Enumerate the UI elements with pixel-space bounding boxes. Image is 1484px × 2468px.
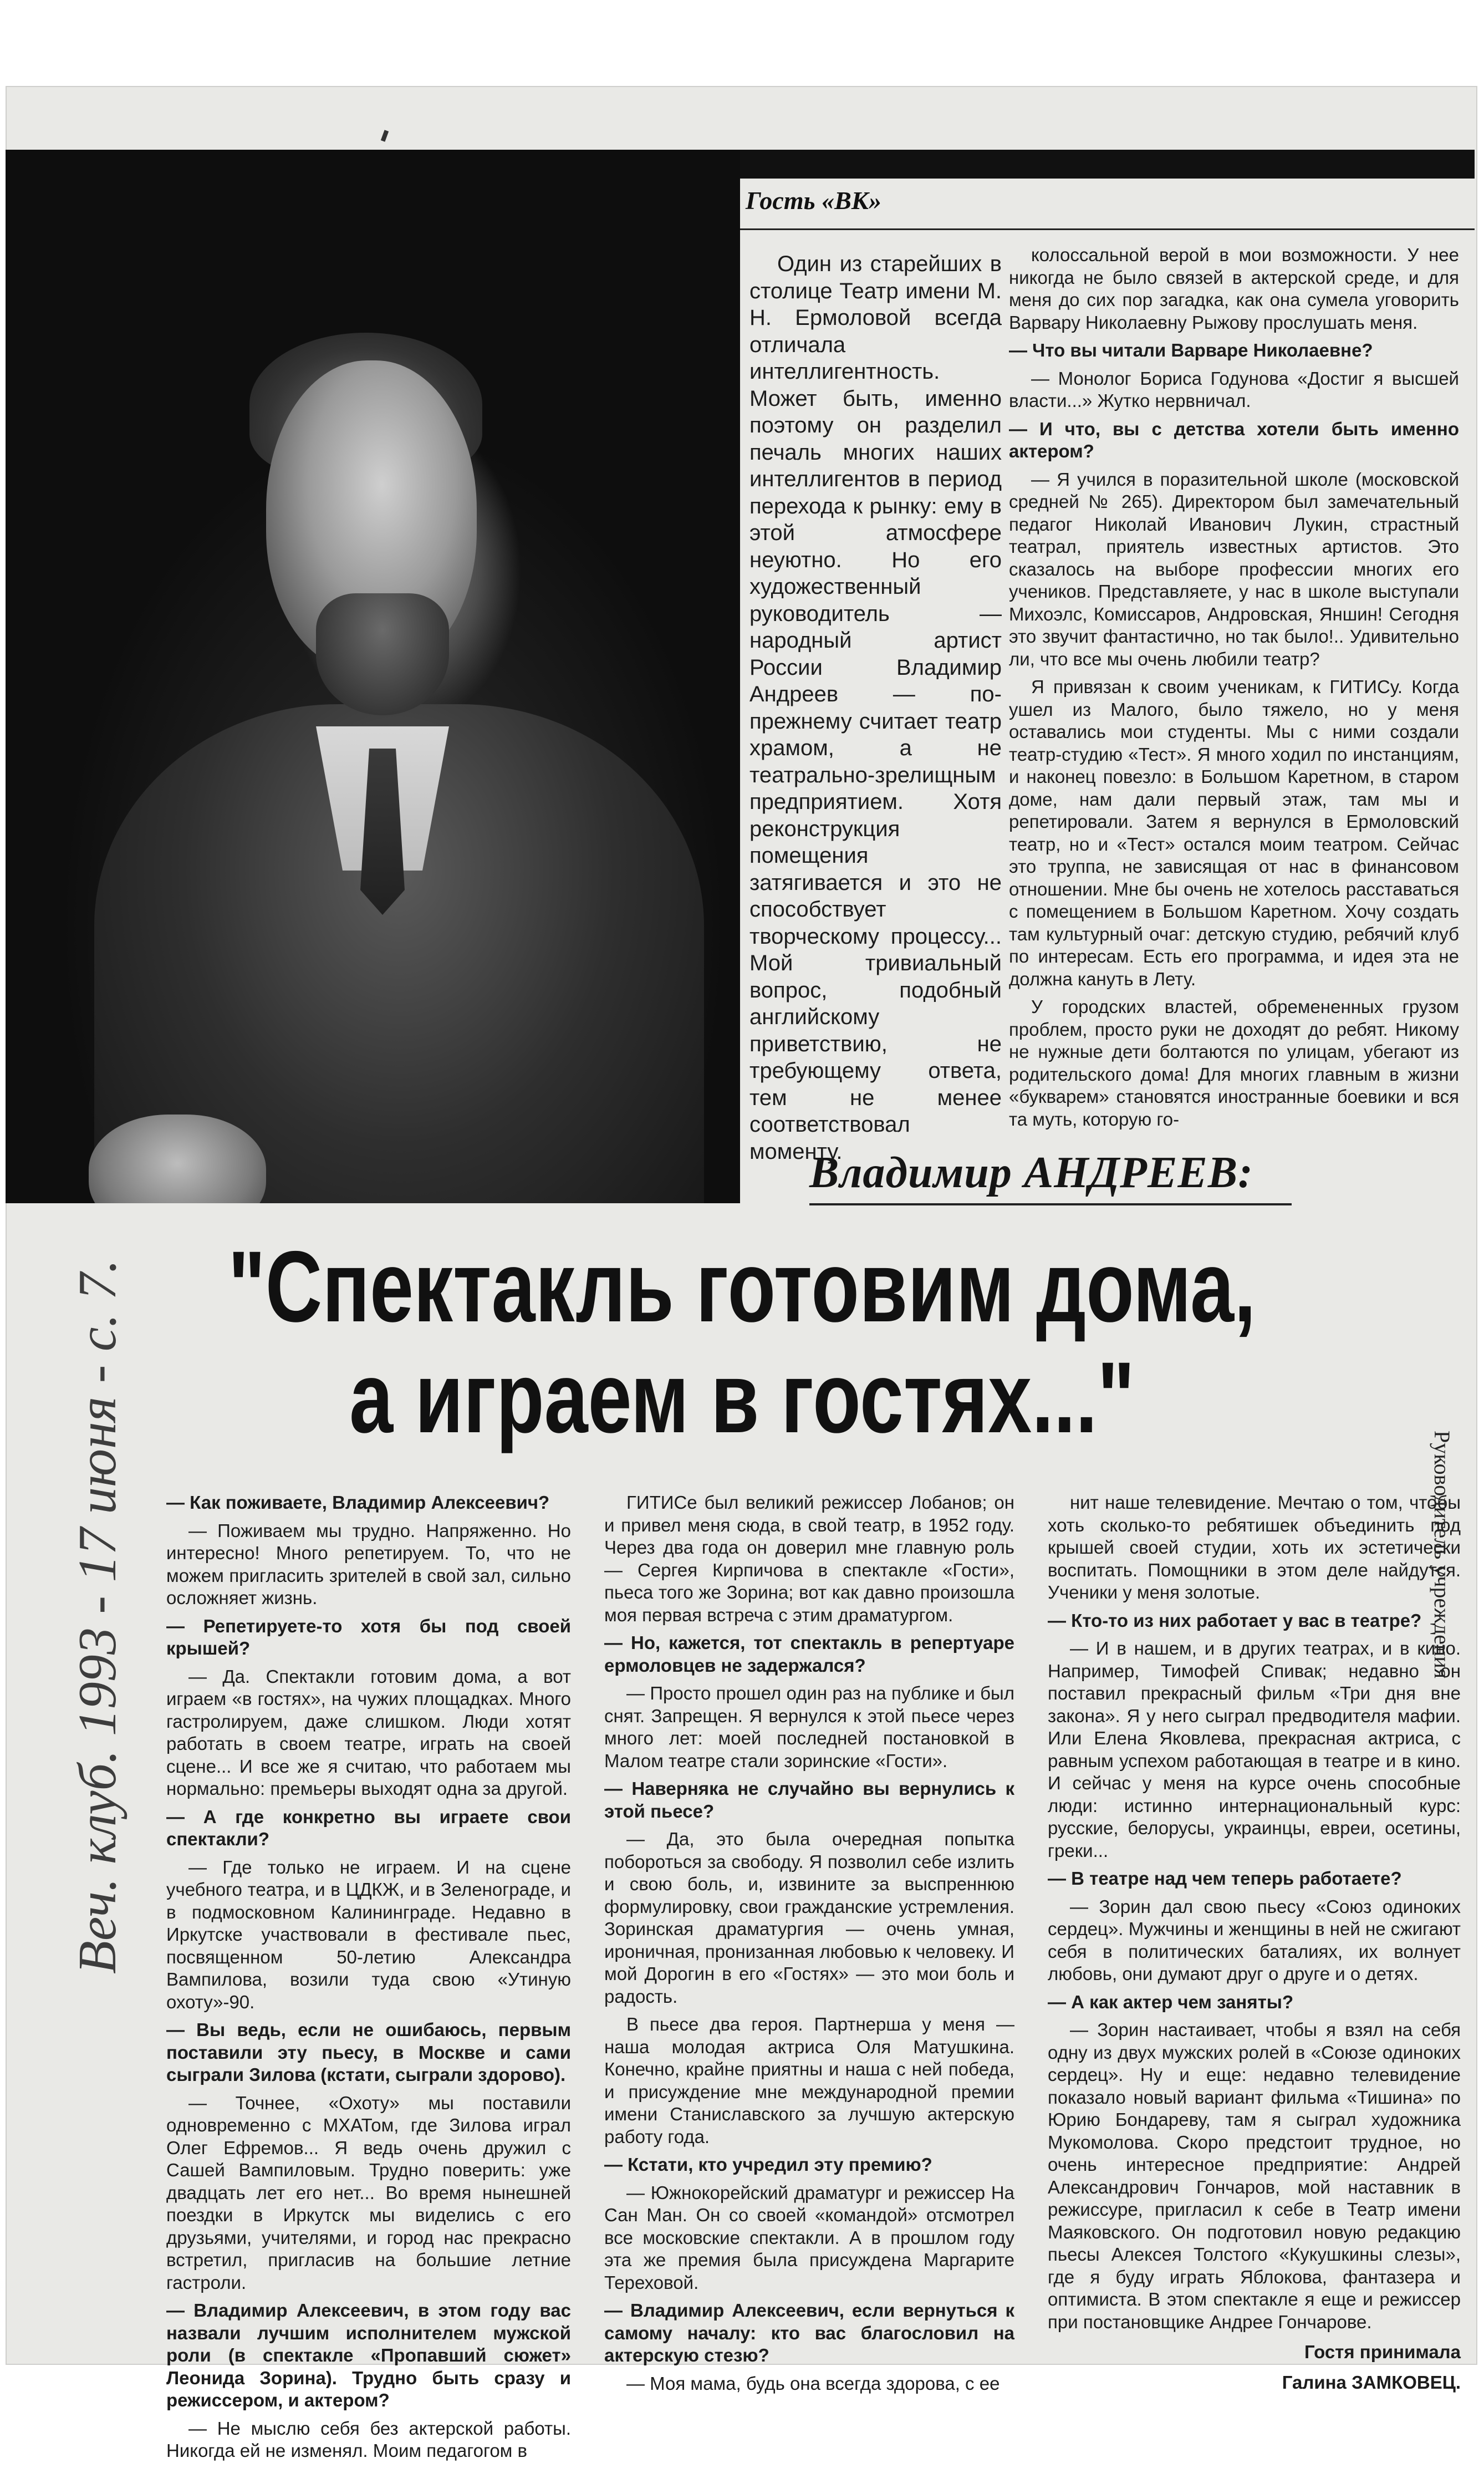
interview-answer: — Не мыслю себя без актерской работы. Никогда ей не изменял. Моим педагогом в <box>166 2418 571 2461</box>
headline-line-2: а играем в гостях..." <box>349 1341 1135 1454</box>
interview-answer: — Зорин дал свою пьесу «Союз одиноких сердец». Мужчины и женщины в ней не сжигают себя в политических баталиях, их волнует любовь, они думают друг о друге и о детях. <box>1048 1896 1461 1984</box>
interview-question: — Вы ведь, если не ошибаюсь, первым поставили эту пьесу, в Москве и сами сыграли Зилова (кстати, сыграли здорово). <box>166 2019 571 2087</box>
byline: Владимир АНДРЕЕВ: <box>809 1148 1253 1197</box>
photo-beard <box>316 593 449 715</box>
interview-answer: — Где только не играем. И на сцене учебного театра, и в ЦДКЖ, и в Зеленограде, и в подмосковном Калининграде. Недавно в Иркутске участвовали в фестивале пьес, посвященном 50-летию Александра Вампилова, возили туда свою «Утиную охоту»-90. <box>166 1856 571 2012</box>
interview-answer: — И в нашем, и в других театрах, и в кино. Например, Тимофей Спивак; недавно он поставил прекрасный фильм «Три дня вне закона». Я у него сыграл предводителя мафии. Или Елена Яковлева, прекрасная актриса, с равным успехом работающая в театре и в кино. И сейчас у меня на курсе очень способные люди: истинно интернациональный курс: русские, белорусы, украинцы, евреи, осетины, греки... <box>1048 1638 1461 1861</box>
interview-question: — И что, вы с детства хотели быть именно актером? <box>1009 418 1459 463</box>
signature-line: Гостя принимала <box>1304 2342 1461 2362</box>
byline-underline <box>809 1203 1292 1205</box>
interview-answer: У городских властей, обремененных грузом проблем, просто руки не доходят до ребят. Никому не нужные дети болтаются по улицам, убегают из родительского дома! Для многих главным в жизни «букварем» становятся иностранные боевики и вся та муть, которую го- <box>1009 996 1459 1129</box>
portrait-photo <box>6 150 740 1203</box>
rubric-divider <box>740 228 1475 230</box>
interview-answer: колоссальной верой в мои возможности. У нее никогда не было связей в актерской среде, и для меня до сих пор загадка, как она сумела уговорить Варвару Николаевну Рыжову прослушать меня. <box>1009 245 1459 333</box>
interview-answer: — Монолог Бориса Годунова «Достиг я высшей власти...» Жутко нервничал. <box>1009 368 1459 411</box>
intro-paragraph: Один из старейших в столице Театр имени М. Н. Ермоловой всегда отличала интеллигентность. Может быть, именно поэтому он разделил печаль многих наших интеллигентов в период перехода к рынку: ему в этой атмосфере неуютно. Но его художественный руководитель — народный артист России Владимир Андреев — по-прежнему считает театр храмом, а не театрально-зрелищным предприятием. Хотя реконструкция помещения затягивается и это не способствует творческому процессу... Мой тривиальный вопрос, подобный английскому приветствию, не требующему ответа, тем не менее соответствовал моменту. <box>749 252 1002 1164</box>
rubric-label: Гость «ВК» <box>746 186 882 215</box>
interview-answer: — Точнее, «Охоту» мы поставили одновременно с МХАТом, где Зилова играл Олег Ефремов... Я ведь очень дружил с Сашей Вампиловым. Трудно поверить: уже двадцать лет его нет... Во время нынешней поездки в Иркутск мы виделись с его друзьями, учителями, и город нас прекрасно встретил, пригласив на большие летние гастроли. <box>166 2092 571 2293</box>
interview-answer: — Да, это была очередная попытка побороться за свободу. Я позволил себе излить и свою боль, и, извините за выспреннюю формулировку, свои гражданские устремления. Зоринская драматургия — очень умная, ироничная, пронизанная любовью к человеку. И мой Дорогин в его «Гостях» — это мои боль и радость. <box>604 1829 1014 2007</box>
top-right-column <box>1009 244 1459 1136</box>
headline-line-1: "Спектакль готовим дома, <box>228 1230 1256 1343</box>
signature-line: Галина ЗАМКОВЕЦ. <box>1282 2372 1461 2393</box>
interview-answer: — Южнокорейский драматург и режиссер На Сан Ман. Он со своей «командой» отсмотрел все московские спектакли. А в прошлом году эта же премия была присуждена Маргарите Тереховой. <box>604 2182 1014 2293</box>
archive-stamp: Руководитель учреждения <box>1430 1431 1455 1679</box>
interview-answer: — Поживаем мы трудно. Напряженно. Но интересно! Много репетируем. То, что не можем пригласить зрителей в свой зал, сильно осложняет жизнь. <box>166 1520 571 1608</box>
interview-question: — Как поживаете, Владимир Алексеевич? <box>166 1492 571 1514</box>
interview-answer: — Моя мама, будь она всегда здорова, с ее <box>626 2373 1000 2394</box>
interview-question: — Репетируете-то хотя бы под своей крышей? <box>166 1615 571 1660</box>
interview-question: — Но, кажется, тот спектакль в репертуаре ермоловцев не задержался? <box>604 1632 1014 1677</box>
interview-question: — Наверняка не случайно вы вернулись к этой пьесе? <box>604 1778 1014 1823</box>
interview-question: — Владимир Алексеевич, в этом году вас назвали лучшим исполнителем мужской роли (в спектакле «Пропавший сюжет» Леонида Зорина). Трудно быть сразу и режиссером, и актером? <box>166 2299 571 2412</box>
interview-answer: — Да. Спектакли готовим дома, а вот играем «в гостях», на чужих площадках. Много гастролируем, даже слишком. Люди хотят работать в своем театре, играть на своей сцене... И все же я считаю, что работаем мы нормально: премьеры выходят одна за другой. <box>166 1666 571 1799</box>
interview-question: — А где конкретно вы играете свои спектакли? <box>166 1806 571 1851</box>
interview-answer: — Я учился в поразительной школе (московской средней № 265). Директором был замечательный педагог Николай Иванович Лукин, страстный театрал, приятель известных артистов. Это сказалось на выборе профессии многих его учеников. Представляете, у нас в школе выступали Михоэлс, Комиссаров, Андровская, Яншин! Сегодня это звучит фантастично, но так было!.. Удивительно ли, что все мы очень любили театр? <box>1009 469 1459 669</box>
interview-question: — А как актер чем заняты? <box>1048 1991 1461 2014</box>
interview-question: — Что вы читали Варваре Николаевне? <box>1009 339 1459 362</box>
interview-question: — В театре над чем теперь работаете? <box>1048 1867 1461 1890</box>
handwritten-source-note: Веч. клуб. 1993 - 17 июня - с. 7. <box>68 1259 128 1974</box>
interview-question: — Кстати, кто учредил эту премию? <box>604 2154 1014 2176</box>
interview-answer: ГИТИСе был великий режиссер Лобанов; он и привел меня сюда, в свой театр, в 1952 году. Через два года он доверил мне главную роль — Сергея Кирпичова в спектакле «Гости», пьеса того же Зорина; вот как давно произошла моя первая встреча с этим драматургом. <box>604 1492 1014 1625</box>
interview-answer: В пьесе два героя. Партнерша у меня — наша молодая актриса Оля Матушкина. Конечно, крайне приятны и наша с ней победа, и присуждение мне международной премии имени Станиславского за лучшую актерскую работу года. <box>604 2014 1014 2147</box>
intro-column <box>749 251 1002 1171</box>
interview-answer: нит наше телевидение. Мечтаю о том, чтобы хоть сколько-то ребятишек объединить под крышей своей студии, хоть их эстетически воспитать. Помощники в этом деле найдутся. Ученики у меня золотые. <box>1048 1492 1461 1602</box>
interview-answer: — Просто прошел один раз на публике и был снят. Запрещен. Я вернулся к этой пьесе через много лет: моей последней постановкой в Малом театре стали зоринские «Гости». <box>604 1683 1014 1771</box>
interview-column-2 <box>604 1492 1014 2400</box>
interview-question: — Кто-то из них работает у вас в театре? <box>1048 1610 1461 1632</box>
rubric-bar <box>740 150 1475 179</box>
interview-question: — Владимир Алексеевич, если вернуться к самому началу: кто вас благословил на актерскую стезю? <box>604 2299 1014 2367</box>
interview-column-3 <box>1048 1492 1461 2399</box>
interview-column-1 <box>166 1492 571 2468</box>
interview-answer: Я привязан к своим ученикам, к ГИТИСу. Когда ушел из Малого, было тяжело, но у меня оставались мои студенты. Мы с ними создали театр-студию «Тест». Я много ходил по инстанциям, и наконец повезло: в Большом Каретном, в старом доме, нам дали первый этаж, там мы и репетировали. Затем я вернулся в Ермоловский театр, но и «Тест» остался моим театром. Сейчас это труппа, не зависящая от нас в финансовом отношении. Мне бы очень не хотелось расставаться с помещением в Большом Каретном. Хочу создать там культурный очаг: детскую студию, ребячий клуб по интересам. Есть его программа, и идея эта не должна кануть в Лету. <box>1009 676 1459 989</box>
interview-answer: — Зорин настаивает, чтобы я взял на себя одну из двух мужских ролей в «Союзе одиноких сердец». Ну и еще: недавно телевидение показало новый вариант фильма «Тишина» по Юрию Бондареву, там я сыграл художника Мукомолова. Скоро предстоит трудное, но очень интересное предприятие: Андрей Александрович Гончаров, мой наставник в режиссуре, пригласил к себе в Театр имени Маяковского. Он подготовил новую редакцию пьесы Алексея Толстого «Кукушкины слезы», где я буду играть Яблокова, фантазера и оптимиста. В этом спектакле я еще и режиссер при постановщике Андрее Гончарове. <box>1048 2019 1461 2332</box>
